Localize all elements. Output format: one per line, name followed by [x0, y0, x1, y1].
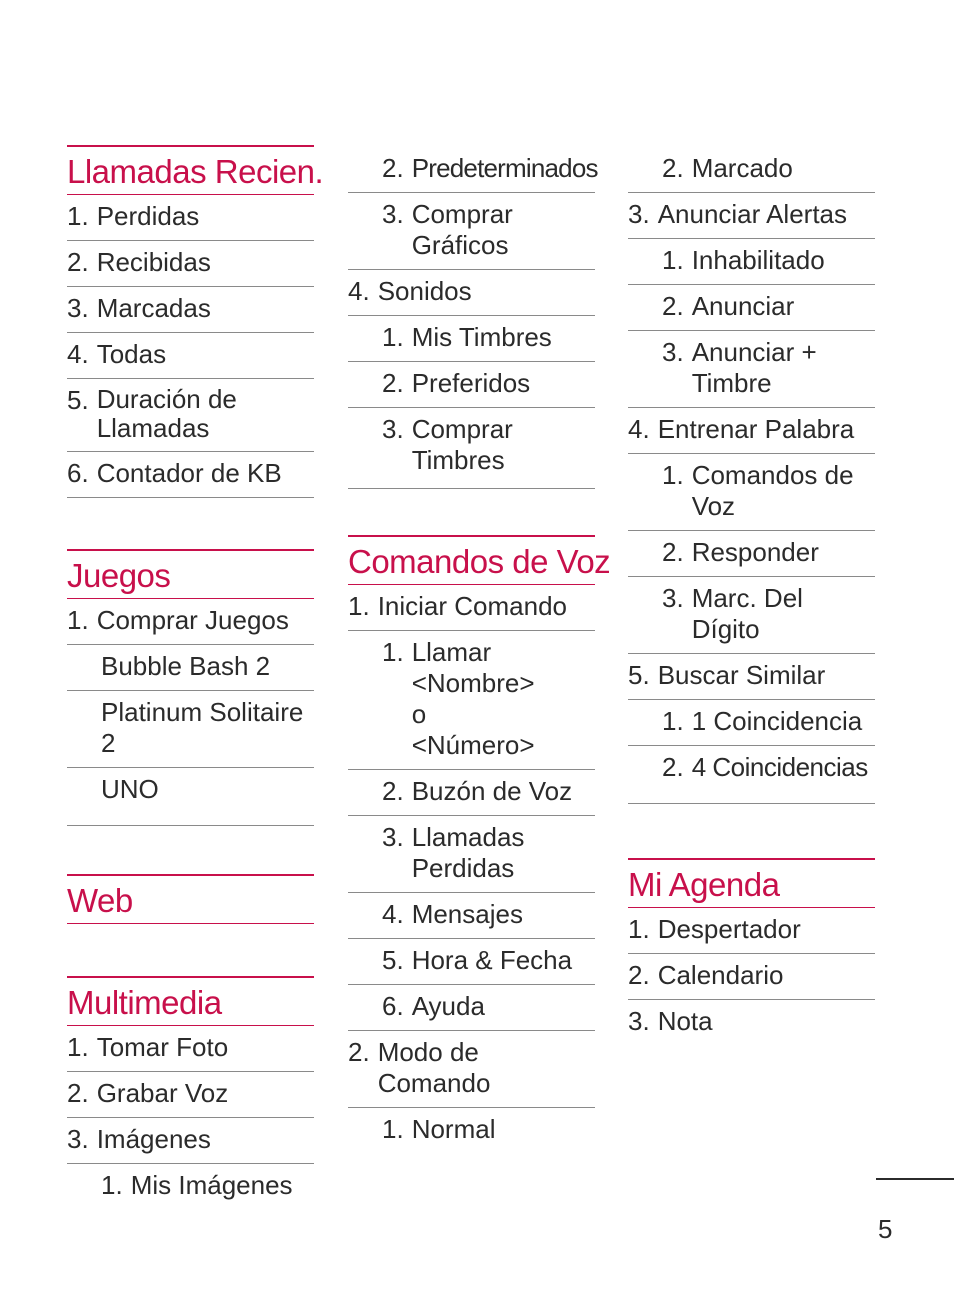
section-title-llamadas: Llamadas Recien.: [67, 145, 314, 195]
menu-item: 2. Recibidas: [67, 241, 314, 287]
menu-item: 5. Hora & Fecha: [348, 939, 595, 985]
menu-item: 1. Iniciar Comando: [348, 585, 595, 631]
menu-item: Bubble Bash 2: [67, 645, 314, 691]
section-title-mi-agenda: Mi Agenda: [628, 858, 875, 908]
menu-item: 3. Anunciar Alertas: [628, 193, 875, 239]
menu-item: 2. 4 Coincidencias: [628, 746, 875, 804]
menu-item: UNO: [67, 768, 314, 826]
menu-item: Platinum Solitaire 2: [67, 691, 314, 768]
menu-item: 3. Marc. Del Dígito: [628, 577, 875, 654]
menu-item: 3. Imágenes: [67, 1118, 314, 1164]
menu-item: 3. Llamadas Perdidas: [348, 816, 595, 893]
menu-item: 1. Mis Timbres: [348, 316, 595, 362]
section-title-juegos: Juegos: [67, 549, 314, 599]
menu-item: 5. Buscar Similar: [628, 654, 875, 700]
section-title-comandos-de-voz: Comandos de Voz: [348, 535, 595, 585]
menu-item: 3. Comprar Gráficos: [348, 193, 595, 270]
menu-item: 2. Grabar Voz: [67, 1072, 314, 1118]
menu-item: 1. Mis Imágenes: [101, 1170, 293, 1200]
menu-item: 4. Mensajes: [348, 893, 595, 939]
section-title-web: Web: [67, 874, 314, 924]
footer-rule: [876, 1178, 954, 1180]
menu-item: 1. Comprar Juegos: [67, 599, 314, 645]
menu-item: 1. Comandos de Voz: [628, 454, 875, 531]
menu-item: 1. Inhabilitado: [628, 239, 875, 285]
menu-item: 1. Despertador: [628, 908, 875, 954]
menu-item: 2. Modo de Comando: [348, 1031, 595, 1108]
menu-column-3: [628, 147, 875, 1045]
menu-item: 2. Predeterminados: [348, 147, 595, 193]
menu-item: 2. Calendario: [628, 954, 875, 1000]
menu-column-1: [67, 145, 324, 1209]
menu-item: 6. Contador de KB: [67, 452, 314, 498]
menu-item: 6. Ayuda: [348, 985, 595, 1031]
menu-item: 3. Marcadas: [67, 287, 314, 333]
menu-column-2: [348, 147, 611, 1153]
menu-item: 3. Anunciar + Timbre: [628, 331, 875, 408]
menu-item: 1. Tomar Foto: [67, 1026, 314, 1072]
menu-item: 3. Comprar Timbres: [348, 408, 595, 489]
menu-item: 2. Preferidos: [348, 362, 595, 408]
menu-item: 2. Marcado: [628, 147, 875, 193]
menu-item: 1. 1 Coincidencia: [628, 700, 875, 746]
menu-item: 4. Todas: [67, 333, 314, 379]
menu-item: 4. Sonidos: [348, 270, 595, 316]
menu-item: 1. Perdidas: [67, 195, 314, 241]
menu-item: 1. Llamar <Nombre> o <Número>: [348, 631, 595, 770]
menu-item: 5. Duración de Llamadas: [67, 379, 314, 452]
menu-item: 2. Anunciar: [628, 285, 875, 331]
page-number: 5: [878, 1214, 893, 1244]
section-title-multimedia: Multimedia: [67, 976, 314, 1026]
menu-item: 3. Nota: [628, 1006, 713, 1036]
menu-item: 2. Buzón de Voz: [348, 770, 595, 816]
menu-item: 1. Normal: [382, 1114, 496, 1144]
menu-item: 2. Responder: [628, 531, 875, 577]
menu-item: 4. Entrenar Palabra: [628, 408, 875, 454]
